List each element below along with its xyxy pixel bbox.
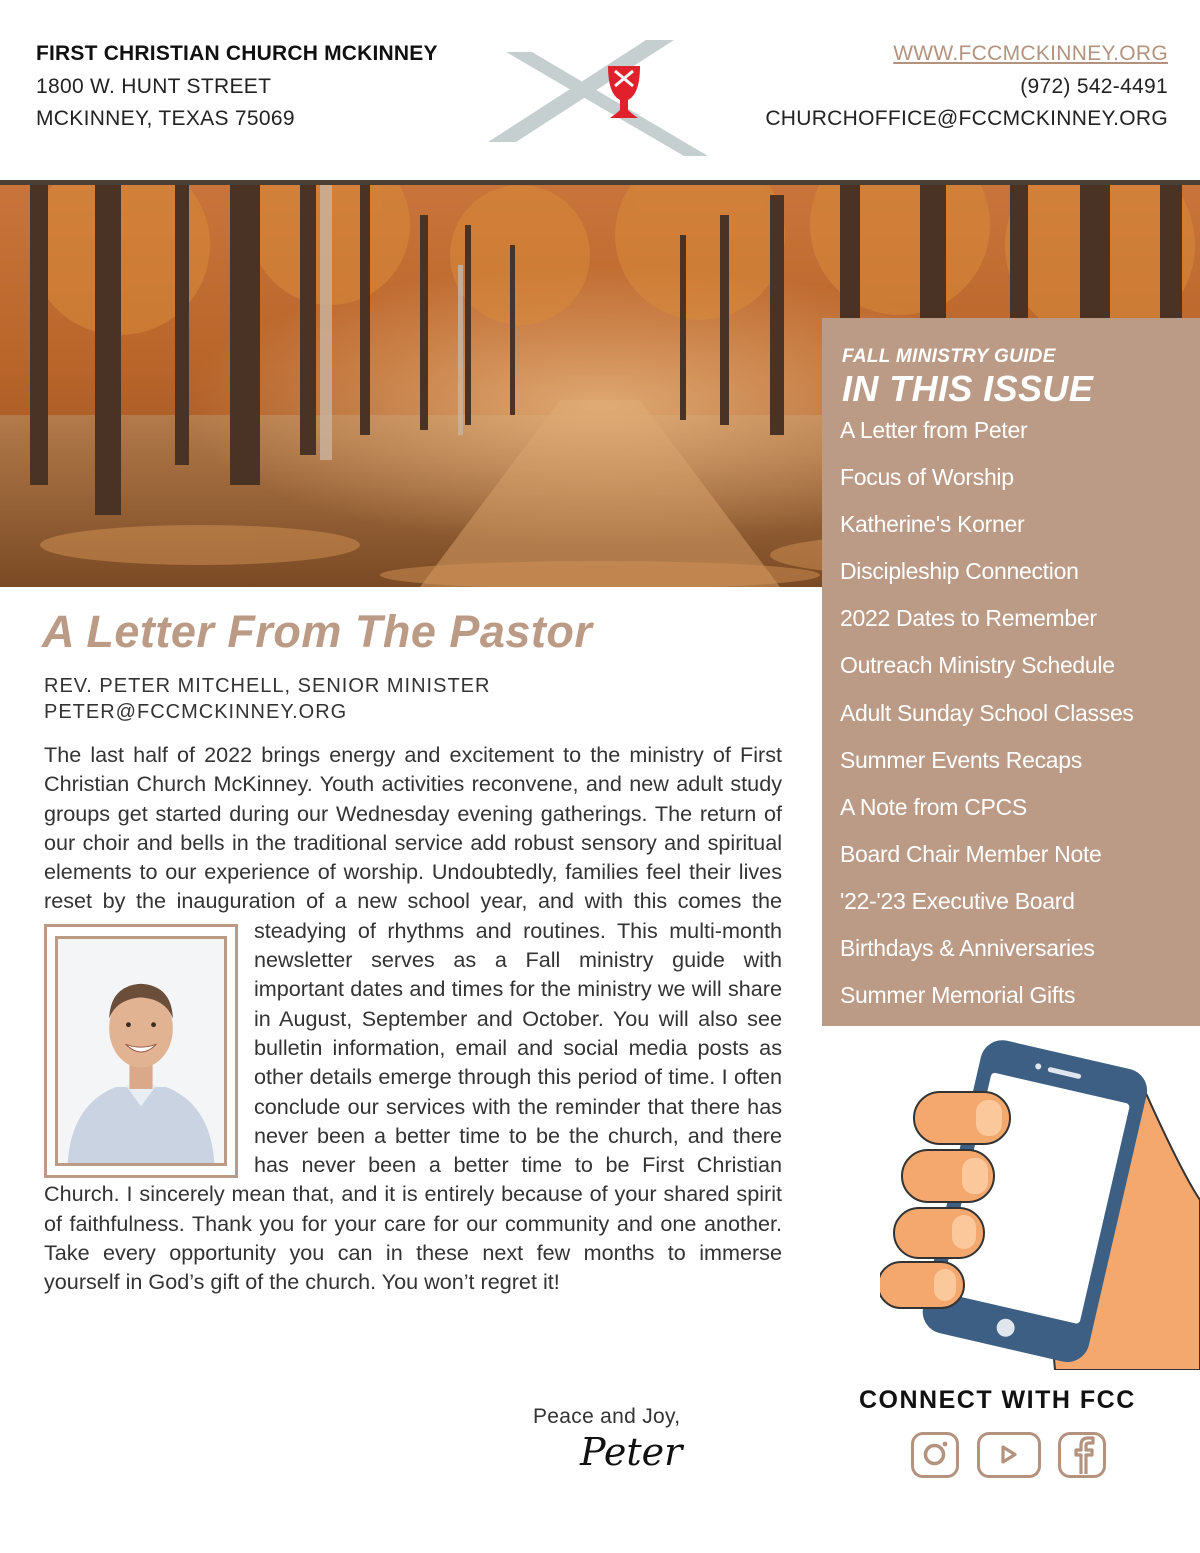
issue-item-katherines-korner[interactable]: Katherine's Korner — [840, 511, 1025, 538]
hand-holding-phone-illustration — [880, 1040, 1200, 1370]
issue-item-outreach-schedule[interactable]: Outreach Ministry Schedule — [840, 652, 1115, 679]
youtube-icon[interactable] — [977, 1432, 1041, 1478]
issue-item-dates-to-remember[interactable]: 2022 Dates to Remember — [840, 605, 1097, 632]
issue-item-memorial-gifts[interactable]: Summer Memorial Gifts — [840, 982, 1076, 1009]
issue-item-birthdays-anniversaries[interactable]: Birthdays & Anniversaries — [840, 935, 1095, 962]
issue-item-focus-of-worship[interactable]: Focus of Worship — [840, 464, 1014, 491]
instagram-icon[interactable] — [911, 1432, 959, 1478]
letter-title: A Letter From The Pastor — [42, 606, 593, 657]
issue-item-note-from-cpcs[interactable]: A Note from CPCS — [840, 793, 1027, 820]
connect-heading: CONNECT WITH FCC — [859, 1386, 1136, 1414]
address-city: MCKINNEY, TEXAS 75069 — [36, 107, 295, 130]
website-link[interactable]: WWW.FCCMCKINNEY.ORG — [893, 42, 1168, 65]
pastor-photo — [55, 936, 227, 1166]
in-this-issue-panel — [822, 318, 1200, 1026]
issue-item-board-chair-note[interactable]: Board Chair Member Note — [840, 840, 1102, 867]
issue-item-sunday-school[interactable]: Adult Sunday School Classes — [840, 699, 1134, 726]
author-email[interactable]: PETER@FCCMCKINNEY.ORG — [44, 701, 348, 723]
office-email[interactable]: CHURCHOFFICE@FCCMCKINNEY.ORG — [765, 107, 1168, 130]
address-street: 1800 W. HUNT STREET — [36, 75, 272, 98]
issue-item-executive-board[interactable]: '22-'23 Executive Board — [840, 887, 1075, 914]
guide-kicker: FALL MINISTRY GUIDE — [842, 346, 1056, 367]
in-this-issue-title: IN THIS ISSUE — [842, 368, 1094, 409]
pastor-signature: Peter — [580, 1430, 683, 1474]
facebook-icon[interactable] — [1058, 1432, 1106, 1478]
phone-number: (972) 542-4491 — [1020, 75, 1168, 98]
issue-contents-list — [840, 410, 1134, 1022]
church-name: FIRST CHRISTIAN CHURCH MCKINNEY — [36, 42, 438, 65]
issue-item-letter-from-peter[interactable]: A Letter from Peter — [840, 417, 1028, 443]
issue-item-summer-recaps[interactable]: Summer Events Recaps — [840, 746, 1082, 773]
issue-item-discipleship-connection[interactable]: Discipleship Connection — [840, 558, 1079, 585]
church-logo — [488, 38, 710, 166]
author-name: REV. PETER MITCHELL, SENIOR MINISTER — [44, 675, 491, 697]
letter-closing: Peace and Joy, — [533, 1405, 681, 1428]
letter-paragraph: The last half of 2022 brings energy and excitement to the ministry of First Christian Church McKinney. Youth activities reconvene, and new adult study groups get started during our Wednesday evening gatherings. The return of our choir and bells in the traditional service add robust sensory and spiritual elements to our experience of worship. Undoubtedly, families feel their lives reset by the inauguration of a new school year, and with this comes the steadying of rhythms and routines. This multi-month newsletter serves as a Fall ministry guide with important dates and times for the ministry we will share in August, September and October. You will also see bulletin information, email and social media posts as other details emerge through this period of time. I often conclude our services with the reminder that there has never been a better time to be the church, and there has never been a better time to be First Christian Church. I sincerely mean that, and it is entirely because of your shared spirit of faithfulness. Thank you for your care for our community and one another. Take every opportunity you can in these next few months to immerse yourself in God’s gift of the church. You won’t regret it! — [44, 742, 782, 1295]
